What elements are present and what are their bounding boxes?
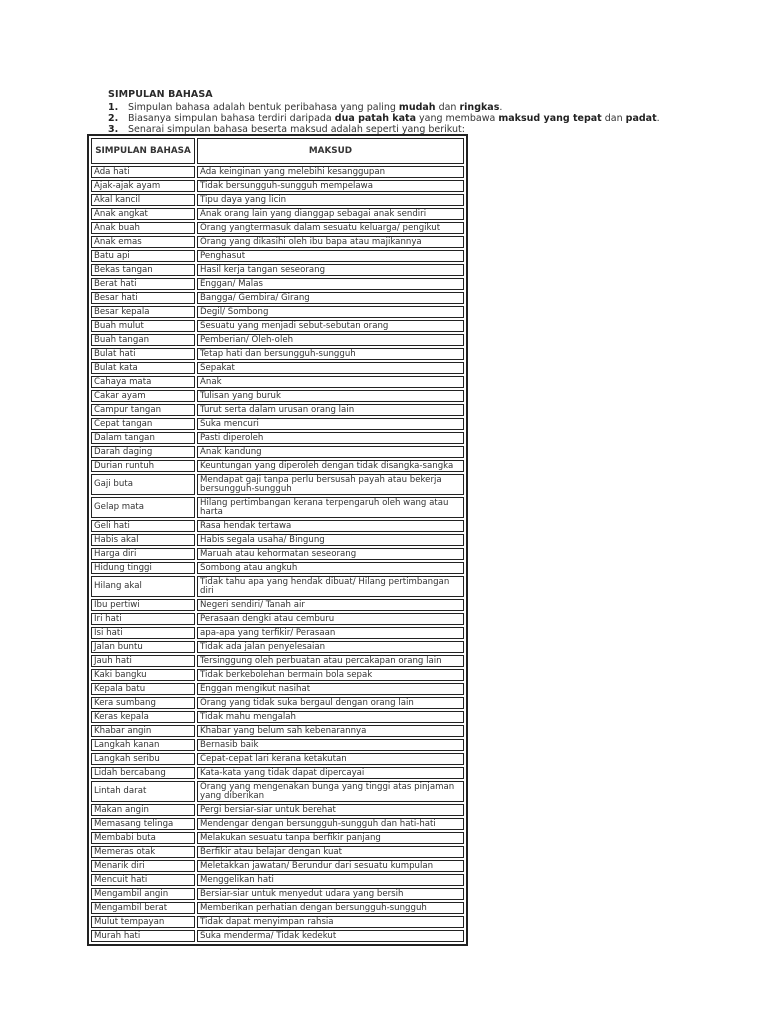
simpulan-cell: Menarik diri <box>91 860 195 872</box>
table-row <box>91 697 464 709</box>
simpulan-cell: Gaji buta <box>91 474 195 495</box>
simpulan-bahasa-table <box>87 134 468 946</box>
maksud-cell: Hilang pertimbangan kerana terpengaruh oleh wang atau harta <box>197 497 464 518</box>
maksud-cell: Orang yang dikasihi oleh ibu bapa atau majikannya <box>197 236 464 248</box>
simpulan-cell: Berat hati <box>91 278 195 290</box>
table-row <box>91 739 464 751</box>
table-row <box>91 818 464 830</box>
simpulan-cell: Membabi buta <box>91 832 195 844</box>
maksud-cell: Tetap hati dan bersungguh-sungguh <box>197 348 464 360</box>
intro-item-number: 3. <box>108 124 119 135</box>
simpulan-cell: Darah daging <box>91 446 195 458</box>
table-row <box>91 520 464 532</box>
maksud-cell: Tidak mahu mengalah <box>197 711 464 723</box>
maksud-cell: Sombong atau angkuh <box>197 562 464 574</box>
table-row <box>91 534 464 546</box>
table-row <box>91 180 464 192</box>
intro-emphasis: mudah <box>398 102 436 113</box>
maksud-cell: Sesuatu yang menjadi sebut-sebutan orang <box>197 320 464 332</box>
table-row <box>91 641 464 653</box>
intro-item <box>108 102 660 113</box>
intro-text: Simpulan bahasa adalah bentuk peribahasa yang paling <box>128 102 399 113</box>
intro-item <box>108 113 660 124</box>
maksud-cell: Menggelikan hati <box>197 874 464 886</box>
simpulan-cell: Buah tangan <box>91 334 195 346</box>
simpulan-cell: Cepat tangan <box>91 418 195 430</box>
table-row <box>91 460 464 472</box>
table-row <box>91 804 464 816</box>
simpulan-cell: Anak buah <box>91 222 195 234</box>
maksud-cell: Sepakat <box>197 362 464 374</box>
simpulan-cell: Langkah kanan <box>91 739 195 751</box>
simpulan-cell: Lintah darat <box>91 781 195 802</box>
simpulan-cell: Mengambil berat <box>91 902 195 914</box>
simpulan-cell: Gelap mata <box>91 497 195 518</box>
maksud-cell: Pergi bersiar-siar untuk berehat <box>197 804 464 816</box>
simpulan-cell: Geli hati <box>91 520 195 532</box>
intro-text: . <box>656 113 660 124</box>
table-row <box>91 753 464 765</box>
maksud-cell: Rasa hendak tertawa <box>197 520 464 532</box>
maksud-cell: Tidak tahu apa yang hendak dibuat/ Hilang pertimbangan diri <box>197 576 464 597</box>
table-row <box>91 725 464 737</box>
table-row <box>91 250 464 262</box>
simpulan-cell: Jauh hati <box>91 655 195 667</box>
table-row <box>91 306 464 318</box>
table-row <box>91 781 464 802</box>
maksud-cell: Tidak dapat menyimpan rahsia <box>197 916 464 928</box>
maksud-cell: Enggan mengikut nasihat <box>197 683 464 695</box>
simpulan-cell: Dalam tangan <box>91 432 195 444</box>
table-row <box>91 474 464 495</box>
simpulan-cell: Makan angin <box>91 804 195 816</box>
maksud-cell: Anak <box>197 376 464 388</box>
maksud-cell: Enggan/ Malas <box>197 278 464 290</box>
table-row <box>91 194 464 206</box>
intro-emphasis: padat <box>625 113 657 124</box>
simpulan-cell: Bulat hati <box>91 348 195 360</box>
table-row <box>91 832 464 844</box>
simpulan-cell: Mencuit hati <box>91 874 195 886</box>
table-row <box>91 362 464 374</box>
table-row <box>91 562 464 574</box>
maksud-cell: Bernasib baik <box>197 739 464 751</box>
simpulan-cell: Anak emas <box>91 236 195 248</box>
table-row <box>91 902 464 914</box>
table-row <box>91 669 464 681</box>
simpulan-cell: Habis akal <box>91 534 195 546</box>
maksud-cell: Tidak ada jalan penyelesaian <box>197 641 464 653</box>
intro-list <box>108 102 660 135</box>
maksud-cell: Kata-kata yang tidak dapat dipercayai <box>197 767 464 779</box>
simpulan-cell: Harga diri <box>91 548 195 560</box>
simpulan-cell: Murah hati <box>91 930 195 942</box>
simpulan-cell: Ajak-ajak ayam <box>91 180 195 192</box>
intro-text: Senarai simpulan bahasa beserta maksud adalah seperti yang berikut: <box>128 124 465 135</box>
simpulan-cell: Kera sumbang <box>91 697 195 709</box>
table-row <box>91 264 464 276</box>
table-row <box>91 683 464 695</box>
maksud-cell: Negeri sendiri/ Tanah air <box>197 599 464 611</box>
simpulan-cell: Iri hati <box>91 613 195 625</box>
maksud-cell: Mendengar dengan bersungguh-sungguh dan hati-hati <box>197 818 464 830</box>
maksud-cell: Penghasut <box>197 250 464 262</box>
simpulan-cell: Hilang akal <box>91 576 195 597</box>
table-row <box>91 846 464 858</box>
simpulan-cell: Akal kancil <box>91 194 195 206</box>
table-row <box>91 292 464 304</box>
table-row <box>91 874 464 886</box>
simpulan-cell: Hidung tinggi <box>91 562 195 574</box>
maksud-cell: Tidak bersungguh-sungguh mempelawa <box>197 180 464 192</box>
simpulan-cell: Bulat kata <box>91 362 195 374</box>
maksud-cell: Orang yangtermasuk dalam sesuatu keluarga/ pengikut <box>197 222 464 234</box>
table-row <box>91 418 464 430</box>
simpulan-cell: Memasang telinga <box>91 818 195 830</box>
table-row <box>91 278 464 290</box>
intro-text: Biasanya simpulan bahasa terdiri daripada <box>128 113 335 124</box>
maksud-cell: Memberikan perhatian dengan bersungguh-sungguh <box>197 902 464 914</box>
column-header-simpulan: SIMPULAN BAHASA <box>91 138 195 164</box>
simpulan-cell: Durian runtuh <box>91 460 195 472</box>
maksud-cell: Habis segala usaha/ Bingung <box>197 534 464 546</box>
maksud-cell: Melakukan sesuatu tanpa berfikir panjang <box>197 832 464 844</box>
table-row <box>91 208 464 220</box>
intro-emphasis: maksud yang tepat <box>498 113 602 124</box>
table-row <box>91 548 464 560</box>
maksud-cell: Khabar yang belum sah kebenarannya <box>197 725 464 737</box>
table-row <box>91 576 464 597</box>
maksud-cell: Orang yang tidak suka bergaul dengan orang lain <box>197 697 464 709</box>
table-row <box>91 432 464 444</box>
table-row <box>91 390 464 402</box>
maksud-cell: Berfikir atau belajar dengan kuat <box>197 846 464 858</box>
page-title: SIMPULAN BAHASA <box>108 89 213 100</box>
table-row <box>91 376 464 388</box>
maksud-cell: Suka mencuri <box>197 418 464 430</box>
table-row <box>91 767 464 779</box>
simpulan-cell: Cahaya mata <box>91 376 195 388</box>
simpulan-cell: Isi hati <box>91 627 195 639</box>
table-row <box>91 599 464 611</box>
maksud-cell: Pasti diperoleh <box>197 432 464 444</box>
table-row <box>91 888 464 900</box>
simpulan-cell: Jalan buntu <box>91 641 195 653</box>
table-row <box>91 222 464 234</box>
simpulan-cell: Cakar ayam <box>91 390 195 402</box>
simpulan-cell: Memeras otak <box>91 846 195 858</box>
intro-text: yang membawa <box>415 113 499 124</box>
simpulan-cell: Khabar angin <box>91 725 195 737</box>
maksud-cell: Tipu daya yang licin <box>197 194 464 206</box>
maksud-cell: Degil/ Sombong <box>197 306 464 318</box>
simpulan-cell: Ibu pertiwi <box>91 599 195 611</box>
maksud-cell: Pemberian/ Oleh-oleh <box>197 334 464 346</box>
maksud-cell: Bersiar-siar untuk menyedut udara yang bersih <box>197 888 464 900</box>
simpulan-cell: Bekas tangan <box>91 264 195 276</box>
simpulan-cell: Campur tangan <box>91 404 195 416</box>
simpulan-cell: Besar hati <box>91 292 195 304</box>
simpulan-cell: Langkah seribu <box>91 753 195 765</box>
table-row <box>91 320 464 332</box>
maksud-cell: Anak kandung <box>197 446 464 458</box>
simpulan-cell: Mulut tempayan <box>91 916 195 928</box>
maksud-cell: Cepat-cepat lari kerana ketakutan <box>197 753 464 765</box>
maksud-cell: Orang yang mengenakan bunga yang tinggi atas pinjaman yang diberikan <box>197 781 464 802</box>
intro-item-number: 2. <box>108 113 119 124</box>
simpulan-cell: Kepala batu <box>91 683 195 695</box>
maksud-cell: Tersinggung oleh perbuatan atau percakapan orang lain <box>197 655 464 667</box>
table-row <box>91 916 464 928</box>
simpulan-cell: Buah mulut <box>91 320 195 332</box>
maksud-cell: Bangga/ Gembira/ Girang <box>197 292 464 304</box>
table-row <box>91 627 464 639</box>
maksud-cell: Ada keinginan yang melebihi kesanggupan <box>197 166 464 178</box>
column-header-maksud: MAKSUD <box>197 138 464 164</box>
maksud-cell: Maruah atau kehormatan seseorang <box>197 548 464 560</box>
table-row <box>91 236 464 248</box>
maksud-cell: Hasil kerja tangan seseorang <box>197 264 464 276</box>
table-row <box>91 613 464 625</box>
simpulan-cell: Mengambil angin <box>91 888 195 900</box>
simpulan-cell: Besar kepala <box>91 306 195 318</box>
simpulan-cell: Ada hati <box>91 166 195 178</box>
maksud-cell: Meletakkan jawatan/ Berundur dari sesuatu kumpulan <box>197 860 464 872</box>
simpulan-cell: Kaki bangku <box>91 669 195 681</box>
maksud-cell: apa-apa yang terfikir/ Perasaan <box>197 627 464 639</box>
maksud-cell: Tulisan yang buruk <box>197 390 464 402</box>
maksud-cell: Keuntungan yang diperoleh dengan tidak disangka-sangka <box>197 460 464 472</box>
simpulan-cell: Batu api <box>91 250 195 262</box>
intro-text: dan <box>601 113 626 124</box>
table-row <box>91 334 464 346</box>
intro-emphasis: ringkas <box>459 102 500 113</box>
maksud-cell: Perasaan dengki atau cemburu <box>197 613 464 625</box>
table-row <box>91 348 464 360</box>
table-row <box>91 446 464 458</box>
intro-emphasis: dua patah kata <box>334 113 416 124</box>
maksud-cell: Mendapat gaji tanpa perlu bersusah payah atau bekerja bersungguh-sungguh <box>197 474 464 495</box>
table-header-row <box>91 138 464 164</box>
intro-text: dan <box>435 102 460 113</box>
table-row <box>91 930 464 942</box>
table-row <box>91 404 464 416</box>
table-row <box>91 711 464 723</box>
intro-item-number: 1. <box>108 102 119 113</box>
table-row <box>91 860 464 872</box>
table-row <box>91 166 464 178</box>
maksud-cell: Tidak berkebolehan bermain bola sepak <box>197 669 464 681</box>
maksud-cell: Turut serta dalam urusan orang lain <box>197 404 464 416</box>
simpulan-cell: Keras kepala <box>91 711 195 723</box>
simpulan-cell: Anak angkat <box>91 208 195 220</box>
intro-text: . <box>499 102 503 113</box>
table-row <box>91 655 464 667</box>
maksud-cell: Anak orang lain yang dianggap sebagai anak sendiri <box>197 208 464 220</box>
simpulan-cell: Lidah bercabang <box>91 767 195 779</box>
maksud-cell: Suka menderma/ Tidak kedekut <box>197 930 464 942</box>
table-row <box>91 497 464 518</box>
